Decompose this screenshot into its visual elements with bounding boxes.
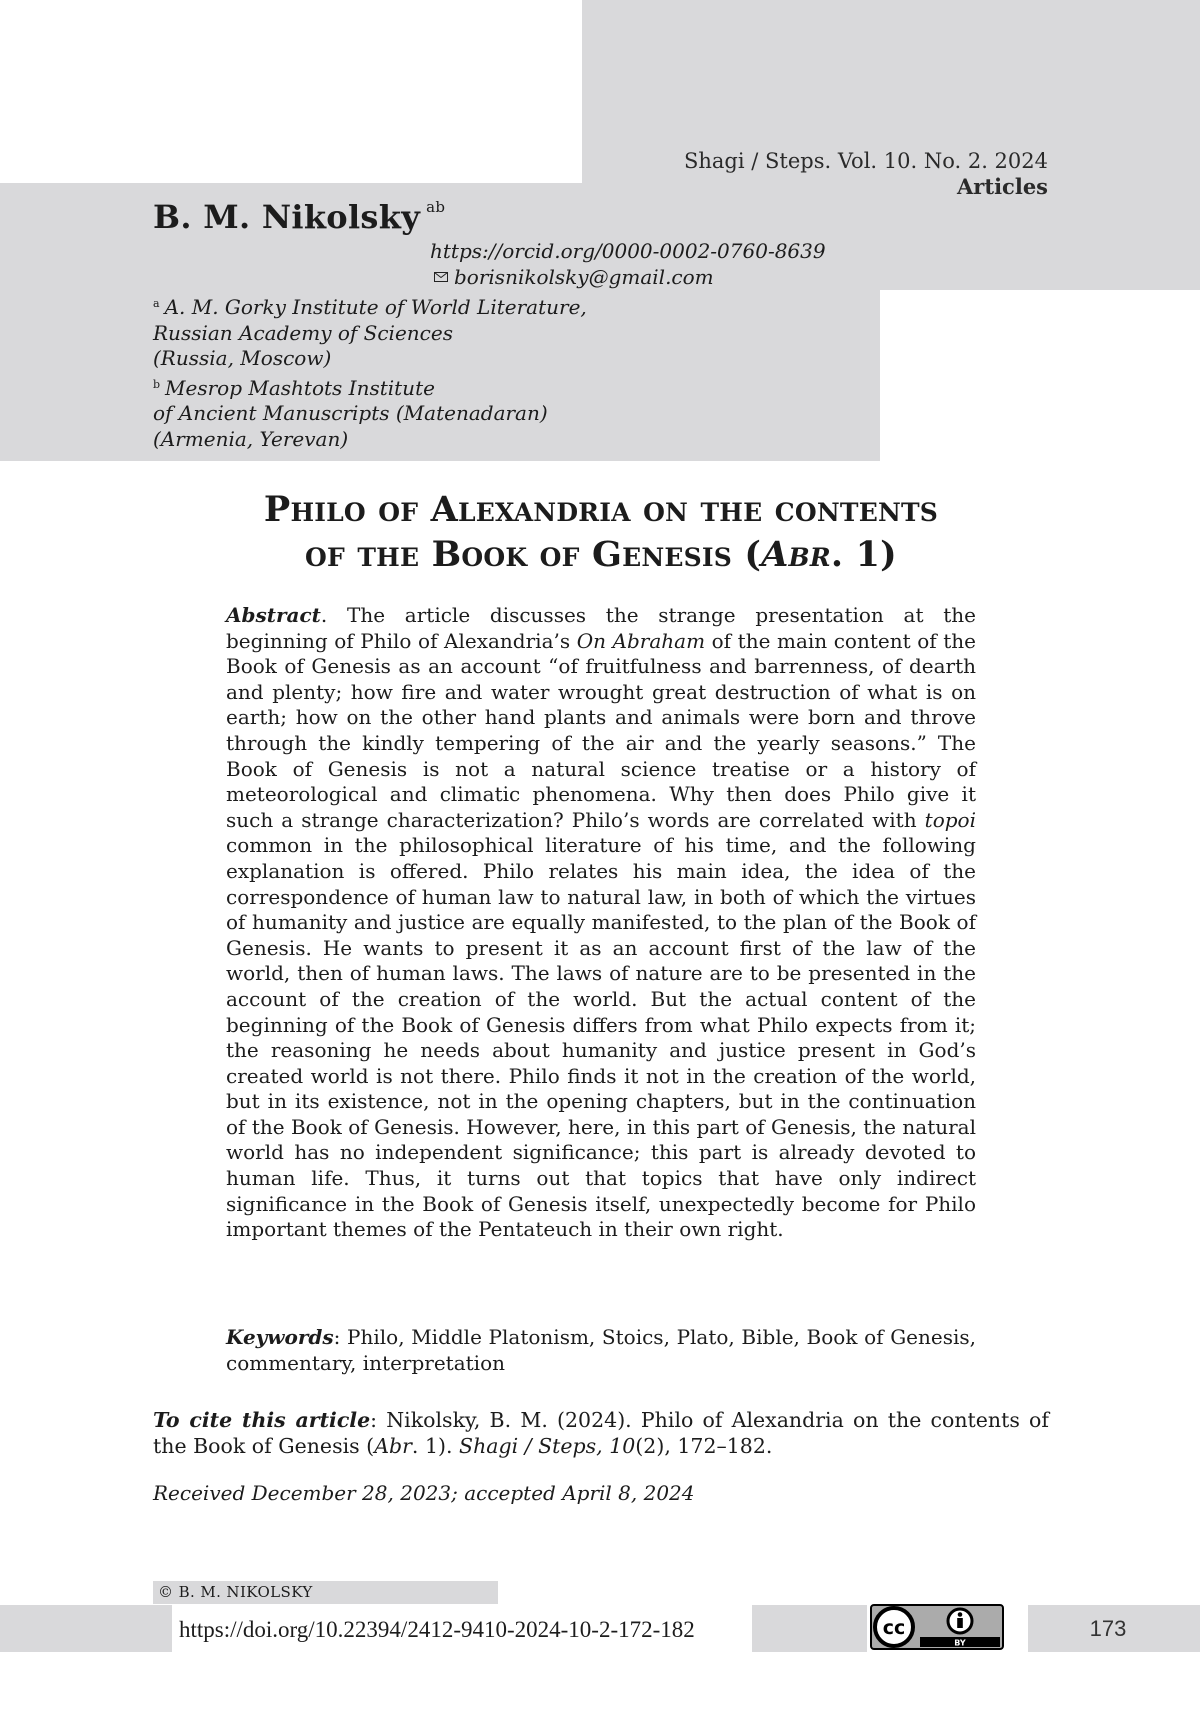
keywords-text: : Philo, Middle Platonism, Stoics, Plato, Bible, Book of Genesis, commentary, interpretation xyxy=(226,1325,976,1375)
affiliation-a-line-2: Russian Academy of Sciences xyxy=(153,320,453,345)
affiliations xyxy=(153,291,587,452)
affiliation-b-mark: b xyxy=(153,377,161,391)
affiliation-a-line-3: (Russia, Moscow) xyxy=(153,346,332,370)
copyright-notice: © B. M. NIKOLSKY xyxy=(158,1583,313,1601)
journal-citation: Shagi / Steps. Vol. 10. No. 2. 2024 xyxy=(683,149,1048,173)
footer-band-left xyxy=(0,1605,172,1652)
svg-text:cc: cc xyxy=(882,1617,906,1639)
keywords xyxy=(226,1324,976,1376)
keywords-label: Keywords xyxy=(226,1325,334,1349)
license-label: BY xyxy=(954,1638,966,1648)
citation-label: To cite this article xyxy=(153,1408,371,1432)
footer-band-middle xyxy=(752,1605,867,1652)
orcid-link[interactable]: https://orcid.org/0000-0002-0760-8639 xyxy=(430,239,826,263)
affiliation-b-line-2: of Ancient Manuscripts (Matenadaran) xyxy=(153,401,548,425)
author-affiliation-marks: ab xyxy=(426,198,446,216)
email-line xyxy=(430,264,826,290)
affiliation-b-line-1: $^b$ Mesrop Mashtots Institute xyxy=(153,375,435,400)
author-contact xyxy=(430,238,826,290)
envelope-icon xyxy=(434,272,448,282)
doi-link[interactable]: https://doi.org/10.22394/2412-9410-2024-10-2-172-182 xyxy=(179,1617,695,1642)
author-name: B. M. Nikolsky xyxy=(153,198,421,236)
citation-block: To cite this article: Nikolsky, B. M. (2024). Philo of Alexandria on the contents of the Book of Genesis (Abr. 1). Shagi / Steps, 10(2), 172–182. xyxy=(153,1408,1049,1458)
email-link[interactable]: borisnikolsky@gmail.com xyxy=(454,265,714,289)
cc-by-icon[interactable] xyxy=(870,1603,1004,1651)
journal-section: Articles xyxy=(957,174,1048,199)
affiliation-a-mark: a xyxy=(153,297,160,310)
title-line-2: of the Book of Genesis (Abr. 1) xyxy=(305,534,897,575)
title-abbreviation: Abr xyxy=(761,534,831,575)
affiliation-a-line-1: $^a$ A. M. Gorky Institute of World Literature, xyxy=(153,295,587,319)
abstract: Abstract. The article discusses the strange presentation at the beginning of Philo of Alexandria’s On Abraham of the main content of the Book of Genesis as an account “of fruitfulness and barrenness, of dearth and plenty; how fire and water wrought great destruction of what is on earth; how on the other hand plants and animals were born and throve through the kindly tempering of the air and the yearly seasons.” The Book of Genesis is not a natural science treatise or a history of meteorological and climatic phenomena. Why then does Philo give it such a strange characterization? Philo’s words are correlated with topoi common in the philosophical literature of his time, and the following explanation is offered. Philo relates his main idea, the idea of the correspondence of human law to natural law, in both of which the virtues of humanity and justice are equally manifested, to the plan of the Book of Genesis. He wants to present it as an account first of the law of the world, then of human laws. The laws of nature are to be presented in the account of the creation of the world. But the actual content of the beginning of the Book of Genesis differs from what Philo expects from it; the reasoning he needs about humanity and justice present in God’s created world is not there. Philo finds it not in the creation of the world, but in its existence, not in the opening chapters, but in the continuation of the Book of Genesis. However, here, in this part of Genesis, the natural world has no independent significance; this part is already devoted to human life. Thus, it turns out that topics that have only indirect significance in the Book of Genesis itself, unexpectedly become for Philo important themes of the Pentateuch in their own right. xyxy=(226,603,977,1242)
affiliation-b-line-3: (Armenia, Yerevan) xyxy=(153,426,349,451)
received-dates: Received December 28, 2023; accepted April 8, 2024 xyxy=(153,1481,695,1505)
abstract-label: Abstract xyxy=(226,603,321,627)
journal-header xyxy=(684,148,1048,200)
author-block xyxy=(153,198,445,236)
title-line-1: Philo of Alexandria on the contents xyxy=(263,489,939,530)
page-number: 173 xyxy=(1089,1616,1127,1641)
article-title xyxy=(153,487,1049,577)
